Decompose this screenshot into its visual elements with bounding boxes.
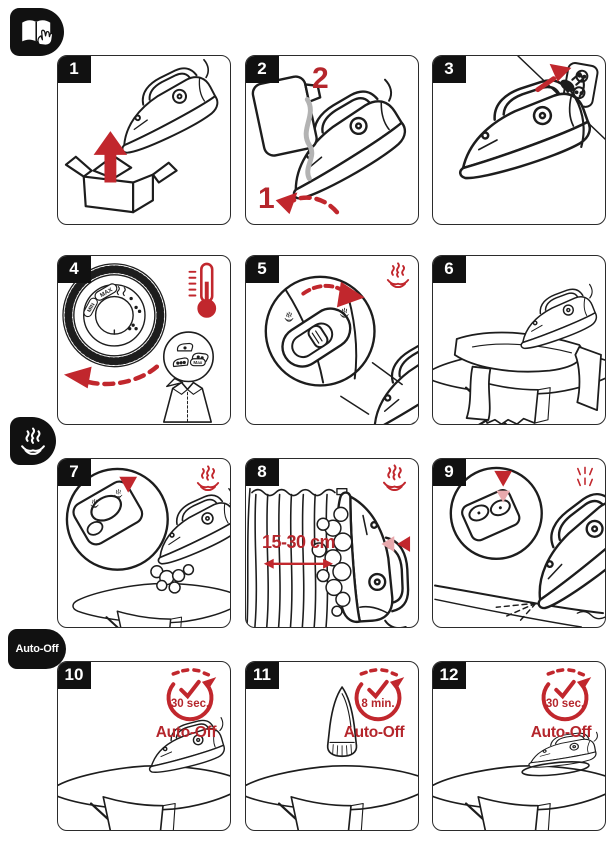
auto-off-label: Auto-Off bbox=[343, 724, 405, 741]
steam-section-badge bbox=[10, 417, 56, 465]
panel-plug-in bbox=[432, 55, 606, 225]
ironing-board bbox=[58, 766, 230, 830]
open-lid-arrowhead bbox=[276, 192, 298, 214]
spray-icon bbox=[573, 465, 597, 489]
panel-steam-slider bbox=[245, 255, 419, 425]
step-number: 10 bbox=[57, 661, 91, 689]
step-number: 11 bbox=[245, 661, 279, 689]
step-number: 6 bbox=[432, 255, 466, 283]
rotate-dial-arrow bbox=[84, 367, 157, 384]
care-max-label: Max bbox=[193, 359, 203, 365]
panel-iron-on-board bbox=[432, 255, 606, 425]
panel-auto-off-flat bbox=[57, 661, 231, 831]
rotate-dial-arrowhead bbox=[64, 367, 92, 389]
step-number: 1 bbox=[57, 55, 91, 83]
timer-icon bbox=[529, 666, 601, 728]
steam-icon bbox=[384, 262, 412, 289]
panel-auto-off-side bbox=[432, 661, 606, 831]
step-number: 7 bbox=[57, 458, 91, 486]
auto-off-label: Auto-Off bbox=[530, 724, 592, 741]
step-number: 3 bbox=[432, 55, 466, 83]
steam-icon bbox=[380, 464, 409, 492]
step-number: 5 bbox=[245, 255, 279, 283]
step-number: 2 bbox=[245, 55, 279, 83]
read-manual-badge bbox=[10, 8, 64, 56]
panel-set-temperature bbox=[57, 255, 231, 425]
timer-label: 30 sec. bbox=[170, 698, 210, 710]
distance-label: 15-30 cm bbox=[262, 532, 336, 552]
dial-steam-mark bbox=[117, 287, 125, 296]
step-number: 12 bbox=[432, 661, 466, 689]
open-book-hand-icon bbox=[16, 13, 58, 51]
step-label-open-lid: 1 bbox=[258, 182, 275, 215]
step-number: 4 bbox=[57, 255, 91, 283]
iron-illustration bbox=[509, 283, 603, 351]
panel-vertical-steaming bbox=[245, 458, 419, 628]
distance-arrow bbox=[264, 559, 333, 569]
up-arrow bbox=[94, 131, 128, 182]
open-lid-arrow bbox=[293, 198, 336, 213]
panel-fill-water bbox=[245, 55, 419, 225]
auto-off-label: Auto-Off bbox=[155, 724, 217, 741]
ironing-board bbox=[433, 766, 605, 830]
step-label-pour: 2 bbox=[312, 62, 329, 95]
step-number: 8 bbox=[245, 458, 279, 486]
auto-off-section-badge bbox=[8, 629, 66, 669]
garment-with-care-label bbox=[164, 332, 213, 422]
steam-icon bbox=[194, 465, 222, 492]
step-number: 9 bbox=[432, 458, 466, 486]
panel-steam-burst bbox=[57, 458, 231, 628]
ironing-board bbox=[246, 766, 418, 830]
move-arrow-dark bbox=[397, 536, 410, 552]
ironing-board bbox=[73, 584, 230, 627]
box-illustration bbox=[66, 156, 177, 212]
timer-label: 30 sec. bbox=[545, 698, 585, 710]
panel-auto-off-heel bbox=[245, 661, 419, 831]
thermometer-icon bbox=[189, 264, 215, 317]
steam-icon bbox=[18, 427, 48, 456]
dial-min-label: MIN bbox=[86, 302, 97, 314]
iron-illustration bbox=[102, 58, 228, 157]
panel-unpack bbox=[57, 55, 231, 225]
panel-spray bbox=[432, 458, 606, 628]
auto-off-badge-label: Auto-Off bbox=[15, 643, 59, 655]
dial-max-label: MAX bbox=[99, 287, 114, 300]
timer-icon bbox=[342, 666, 414, 728]
timer-label: 8 min. bbox=[361, 698, 395, 710]
timer-icon bbox=[154, 666, 226, 728]
